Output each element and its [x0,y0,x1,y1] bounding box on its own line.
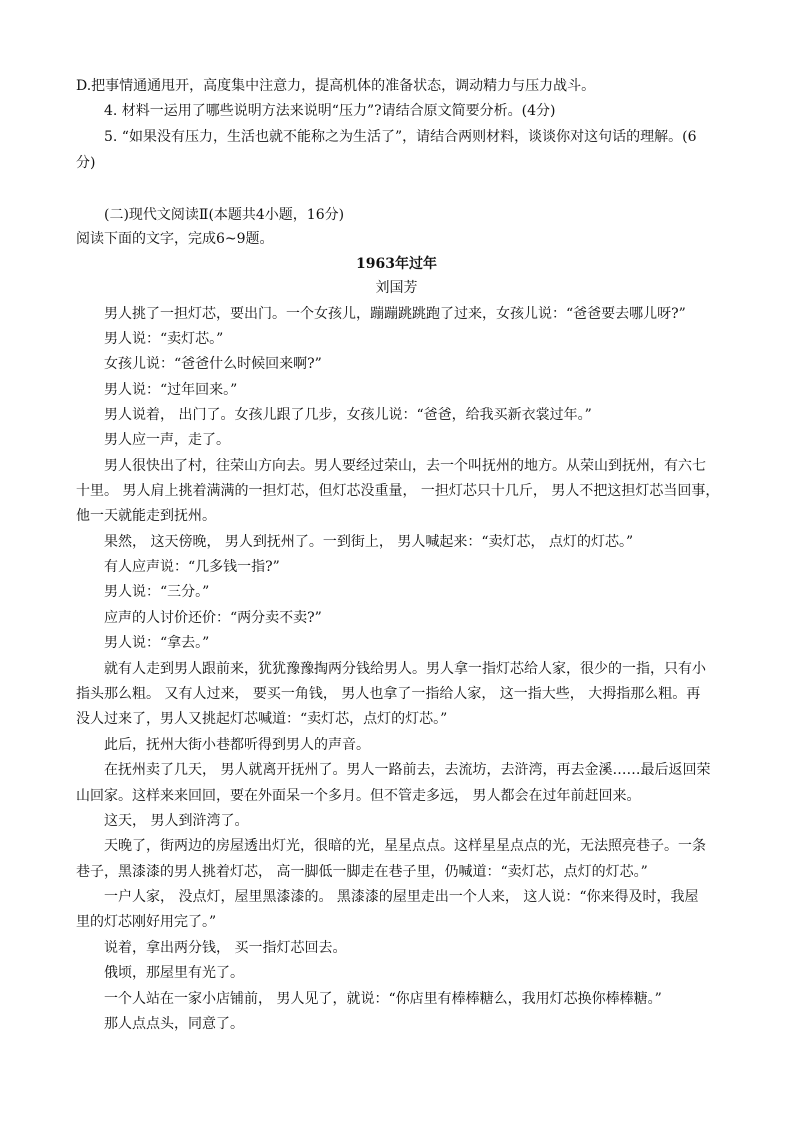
story-line: 在抚州卖了几天， 男人就离开抚州了。男人一路前去，去流坊，去浒湾，再去金溪……最后返回荣 [104,762,711,778]
story-line: 他一天就能走到抚州。 [76,508,216,524]
story-line: 说着，拿出两分钱， 买一指灯芯回去。 [104,940,347,956]
story-line: 男人说：“卖灯芯。” [104,331,224,347]
story-line: 俄顷，那屋里有光了。 [104,965,244,981]
story-line: 男人很快出了村，往荣山方向去。男人要经过荣山，去一个叫抚州的地方。从荣山到抚州，有六七 [104,458,706,474]
story-line: 男人说着， 出门了。女孩儿跟了几步，女孩儿说：“爸爸，给我买新衣裳过年。” [104,407,592,423]
story-line: 果然， 这天傍晚， 男人到抚州了。一到街上， 男人喊起来：“卖灯芯， 点灯的灯芯。” [104,534,634,550]
story-line: 一个人站在一家小店铺前， 男人见了，就说：“你店里有棒棒糖么，我用灯芯换你棒棒糖。” [104,991,662,1007]
story-line: 指头那么粗。 又有人过来， 要买一角钱， 男人也拿了一指给人家， 这一指大些， 大拇指那么粗。再 [76,686,701,702]
story-line: 那人点点头，同意了。 [104,1016,244,1032]
story-author: 刘国芳 [375,280,418,296]
story-line: 有人应声说：“几多钱一指?” [104,559,280,575]
story-line: 男人应一声，走了。 [104,432,230,448]
story-line: 天晚了，街两边的房屋透出灯光，很暗的光，星星点点。这样星星点点的光，无法照亮巷子。一条 [104,838,706,854]
question-5-line-1: 5. “如果没有压力，生活也就不能称之为生活了”，请结合两则材料，谈谈你对这句话的理解。(6 [104,129,697,145]
story-line: 男人说：“拿去。” [104,635,210,651]
story-line: 这天， 男人到浒湾了。 [104,813,249,829]
story-line: 山回家。这样来来回回，要在外面呆一个多月。但不管走多远， 男人都会在过年前赶回来。 [76,788,641,804]
question-option-d: D.把事情通通甩开，高度集中注意力，提高机体的准备状态，调动精力与压力战斗。 [76,78,596,94]
story-line: 十里。 男人肩上挑着满满的一担灯芯，但灯芯没重量， 一担灯芯只十几斤， 男人不把这担灯芯当回事， [76,483,720,499]
story-title: 1963年过年 [356,256,437,272]
story-line: 此后，抚州大街小巷都听得到男人的声音。 [104,737,370,753]
section-heading: (二)现代文阅读Ⅱ(本题共4小题，16分) [104,207,345,223]
story-line: 男人挑了一担灯芯，要出门。一个女孩儿，蹦蹦跳跳跑了过来，女孩儿说：“爸爸要去哪儿呀?” [104,306,686,322]
section-instruction: 阅读下面的文字，完成6~9题。 [76,231,274,247]
story-line: 巷子，黑漆漆的男人挑着灯芯， 高一脚低一脚走在巷子里，仍喊道：“卖灯芯，点灯的灯芯。” [76,864,648,880]
question-4: 4. 材料一运用了哪些说明方法来说明“压力”?请结合原文简要分析。(4分) [104,103,556,119]
story-line: 女孩儿说：“爸爸什么时候回来啊?” [104,356,322,372]
question-5-line-2: 分) [76,155,96,171]
story-line: 男人说：“过年回来。” [104,382,238,398]
story-line: 应声的人讨价还价：“两分卖不卖?” [104,610,322,626]
story-line: 一户人家， 没点灯，屋里黑漆漆的。 黑漆漆的屋里走出一个人来， 这人说：“你来得及时，我屋 [104,889,699,905]
story-line: 就有人走到男人跟前来，犹犹豫豫掏两分钱给男人。男人拿一指灯芯给人家，很少的一指，只有小 [104,661,706,677]
story-line: 男人说：“三分。” [104,584,210,600]
story-line: 里的灯芯刚好用完了。” [76,914,217,930]
story-line: 没人过来了，男人又挑起灯芯喊道：“卖灯芯，点灯的灯芯。” [76,711,448,727]
